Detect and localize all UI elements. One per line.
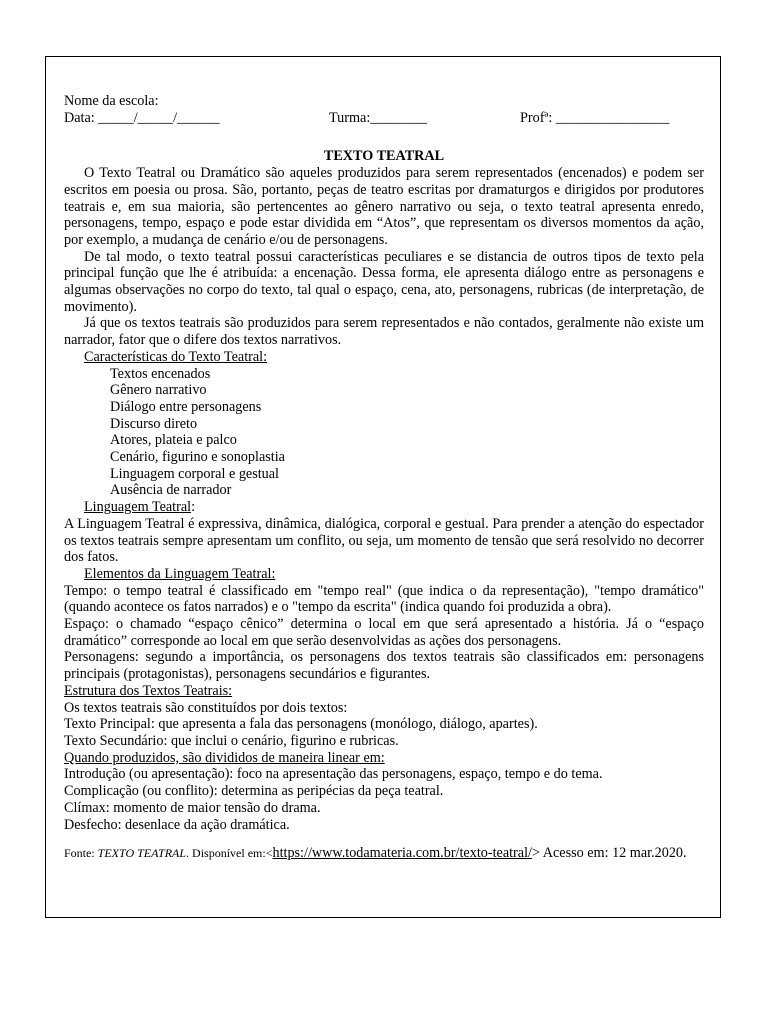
- structure-line: Texto Principal: que apresenta a fala das personagens (monólogo, diálogo, apartes).: [64, 716, 538, 733]
- school-name-label: Nome da escola:: [64, 93, 159, 109]
- list-item: Ausência de narrador: [110, 482, 232, 499]
- class-label: Turma:________: [329, 109, 428, 126]
- language-heading-colon: :: [191, 499, 196, 516]
- page-title: TEXTO TEATRAL: [323, 148, 445, 165]
- intro-paragraph-3: Já que os textos teatrais são produzidos para serem representados e não contados, geralmente não existe um narrador, fator que o difere dos textos narrativos.: [64, 315, 704, 349]
- list-item: Cenário, figurino e sonoplastia: [110, 449, 285, 466]
- page-frame: [45, 56, 721, 918]
- intro-paragraph-1: O Texto Teatral ou Dramático são aqueles produzidos para serem representados (encenados) e podem ser escritos em poesia ou prosa. São, portanto, peças de teatro escritas por dramaturgos e dirigidos por produtores teatrais e, em sua maioria, são pertencentes ao gênero narrativo ou seja, o texto teatral apresenta enredo, personagens, tempo, espaço e pode estar dividida em “Atos”, que representam os diversos momentos da ação, por exemplo, a mudança de cenário e/ou de personagens.: [64, 165, 704, 248]
- source-citation: [64, 845, 704, 862]
- language-heading: Linguagem Teatral: [84, 499, 192, 516]
- list-item: Atores, plateia e palco: [110, 432, 237, 449]
- characteristics-heading: Características do Texto Teatral:: [84, 348, 268, 365]
- source-available: . Disponível em:<: [186, 846, 273, 861]
- source-title: TEXTO TEATRAL: [97, 846, 187, 861]
- linear-line: Clímax: momento de maior tensão do drama.: [64, 799, 321, 816]
- source-access: > Acesso em: 12 mar.2020.: [531, 845, 687, 862]
- linear-line: Introdução (ou apresentação): foco na apresentação das personagens, espaço, tempo e do tema.: [64, 766, 603, 783]
- structure-line: Os textos teatrais são constituídos por dois textos:: [64, 699, 348, 716]
- language-heading-line: [84, 499, 704, 516]
- linear-line: Desfecho: desenlace da ação dramática.: [64, 816, 290, 833]
- elements-space-paragraph: Espaço: o chamado “espaço cênico” determina o local em que será apresentado a história. Já o “espaço dramático” corresponde ao local em que serão desenvolvidas as ações dos personagens.: [64, 616, 704, 649]
- source-link[interactable]: https://www.todamateria.com.br/texto-teatral/: [272, 845, 532, 862]
- list-item: Linguagem corporal e gestual: [110, 465, 280, 482]
- source-prefix: Fonte:: [64, 846, 98, 861]
- language-paragraph: A Linguagem Teatral é expressiva, dinâmica, dialógica, corporal e gestual. Para prender a atenção do espectador os textos teatrais sempre apresentam um conflito, ou seja, um momento de tensão que será resolvido no decorrer dos fatos.: [64, 515, 704, 566]
- structure-line: Texto Secundário: que inclui o cenário, figurino e rubricas.: [64, 733, 399, 749]
- header-row: [64, 110, 704, 127]
- linear-line: Complicação (ou conflito): determina as peripécias da peça teatral.: [64, 783, 444, 800]
- list-item: Discurso direto: [110, 415, 198, 432]
- list-item: Diálogo entre personagens: [110, 398, 262, 415]
- structure-heading: Estrutura dos Textos Teatrais:: [64, 682, 233, 699]
- teacher-label: Profª: ________________: [520, 109, 670, 126]
- document-content: [64, 93, 704, 862]
- elements-time-paragraph: Tempo: o tempo teatral é classificado em "tempo real" (que indica o da representação), "tempo dramático" (quando acontece os fatos narrados) e o "tempo da escrita" (indica quando foi produzida a obra).: [64, 582, 704, 616]
- characteristics-list: [64, 366, 704, 500]
- linear-heading: Quando produzidos, são divididos de maneira linear em:: [64, 749, 385, 766]
- date-label: Data: _____/_____/______: [64, 109, 220, 126]
- list-item: Gênero narrativo: [110, 382, 207, 399]
- list-item: Textos encenados: [110, 365, 211, 382]
- elements-characters-paragraph: Personagens: segundo a importância, os personagens dos textos teatrais são classificados em: personagens principais (protagonistas), personagens secundários e figurantes.: [64, 649, 704, 683]
- intro-paragraph-2: De tal modo, o texto teatral possui características peculiares e se distancia de outros tipos de texto pela principal função que lhe é atribuída: a encenação. Dessa forma, ele apresenta diálogo entre as personagens e algumas observações no corpo do texto, tal qual o espaço, cena, ato, personagens, rubricas (de interpretação, de movimento).: [64, 248, 704, 315]
- elements-heading: Elementos da Linguagem Teatral:: [84, 565, 276, 582]
